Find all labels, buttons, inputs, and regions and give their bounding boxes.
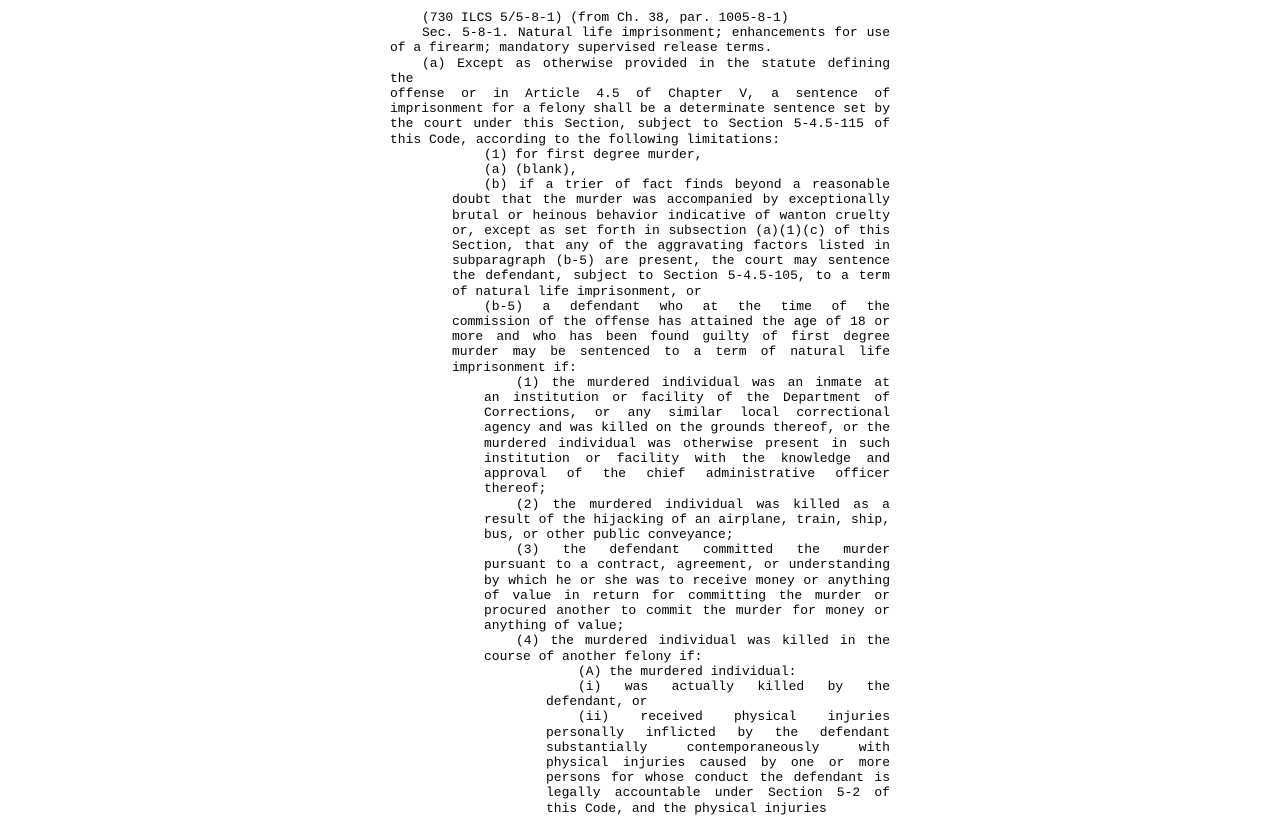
statute-line: more and who has been found guilty of first degree [452, 329, 890, 345]
statute-line: of a firearm; mandatory supervised release terms. [390, 40, 773, 56]
statute-line: Section, that any of the aggravating factors listed in [452, 238, 890, 254]
statute-line: legally accountable under Section 5-2 of [546, 785, 890, 801]
statute-line: personally inflicted by the defendant [546, 724, 890, 740]
statute-paragraph [390, 56, 890, 147]
statute-line: Sec. 5-8-1. Natural life imprisonment; enhancements for use [422, 25, 890, 41]
statute-paragraph [546, 679, 890, 709]
statute-line: Corrections, or any similar local correctional [484, 405, 890, 421]
statute-line: anything of value; [484, 618, 625, 634]
statute-line: offense or in Article 4.5 of Chapter V, a sentence of [390, 86, 890, 102]
statute-line: institution or facility with the knowledge and [484, 450, 890, 466]
statute-line: of natural life imprisonment, or [452, 283, 702, 299]
statute-paragraph [452, 147, 890, 162]
statute-line: (1) the murdered individual was an inmate at [516, 374, 890, 390]
statute-line: thereof; [484, 481, 547, 497]
statute-paragraph [452, 177, 890, 299]
statute-line: agency and was killed on the grounds thereof, or the [484, 420, 890, 436]
statute-line: by which he or she was to receive money or anything [484, 572, 890, 588]
statute-line: the defendant, subject to Section 5-4.5-105, to a term [452, 268, 890, 284]
statute-line: substantially contemporaneously with [546, 739, 890, 755]
statute-paragraph [484, 633, 890, 663]
statute-document [390, 10, 890, 816]
statute-line: bus, or other public conveyance; [484, 526, 734, 542]
statute-paragraph [484, 497, 890, 543]
statute-line: imprisonment if: [452, 359, 577, 375]
statute-line: (b) if a trier of fact finds beyond a reasonable [484, 177, 890, 193]
statute-line: this Code, according to the following limitations: [390, 131, 781, 147]
statute-line: or, except as set forth in subsection (a)(1)(c) of this [452, 222, 890, 238]
statute-line: persons for whose conduct the defendant is [546, 770, 890, 786]
statute-paragraph [390, 25, 890, 55]
statute-line: (i) was actually killed by the [578, 678, 890, 694]
statute-line: subparagraph (b-5) are present, the court may sentence [452, 253, 890, 269]
statute-paragraph [484, 542, 890, 633]
statute-citation-header: (730 ILCS 5/5-8-1) (from Ch. 38, par. 1005-8-1) [422, 10, 789, 25]
statute-paragraph [546, 664, 890, 679]
statute-line: course of another felony if: [484, 648, 703, 664]
statute-line: an institution or facility of the Department of [484, 390, 890, 406]
statute-line: doubt that the murder was accompanied by exceptionally [452, 192, 890, 208]
statute-line: (4) the murdered individual was killed in the [516, 633, 890, 649]
statute-line: brutal or heinous behavior indicative of wanton cruelty [452, 207, 890, 223]
statute-line: of value in return for committing the murder or [484, 587, 890, 603]
statute-line: commission of the offense has attained the age of 18 or [452, 314, 890, 330]
statute-line: (3) the defendant committed the murder [516, 542, 890, 558]
statute-line: (2) the murdered individual was killed as a [516, 496, 890, 512]
statute-line: murdered individual was otherwise present in such [484, 435, 890, 451]
statute-line: pursuant to a contract, agreement, or understanding [484, 557, 890, 573]
statute-line: (1) for first degree murder, [484, 146, 703, 162]
statute-line: murder may be sentenced to a term of natural life [452, 344, 890, 360]
statute-line: result of the hijacking of an airplane, train, ship, [484, 511, 890, 527]
statute-line: this Code, and the physical injuries [546, 800, 827, 816]
statute-body [390, 25, 890, 816]
statute-line: (b-5) a defendant who at the time of the [484, 298, 890, 314]
statute-line: the court under this Section, subject to Section 5-4.5-115 of [390, 116, 890, 132]
statute-paragraph [484, 375, 890, 497]
statute-line: approval of the chief administrative officer [484, 466, 890, 482]
statute-line: imprisonment for a felony shall be a determinate sentence set by [390, 101, 890, 117]
statute-line: defendant, or [546, 694, 648, 710]
statute-line: physical injuries caused by one or more [546, 754, 890, 770]
statute-paragraph [452, 162, 890, 177]
statute-line: (ii) received physical injuries [578, 709, 890, 725]
statute-line: (a) Except as otherwise provided in the statute defining the [390, 55, 890, 86]
statute-line: procured another to commit the murder for money or [484, 602, 890, 618]
statute-line: (A) the murdered individual: [578, 663, 797, 679]
statute-line: (a) (blank), [484, 162, 578, 178]
statute-paragraph [452, 299, 890, 375]
